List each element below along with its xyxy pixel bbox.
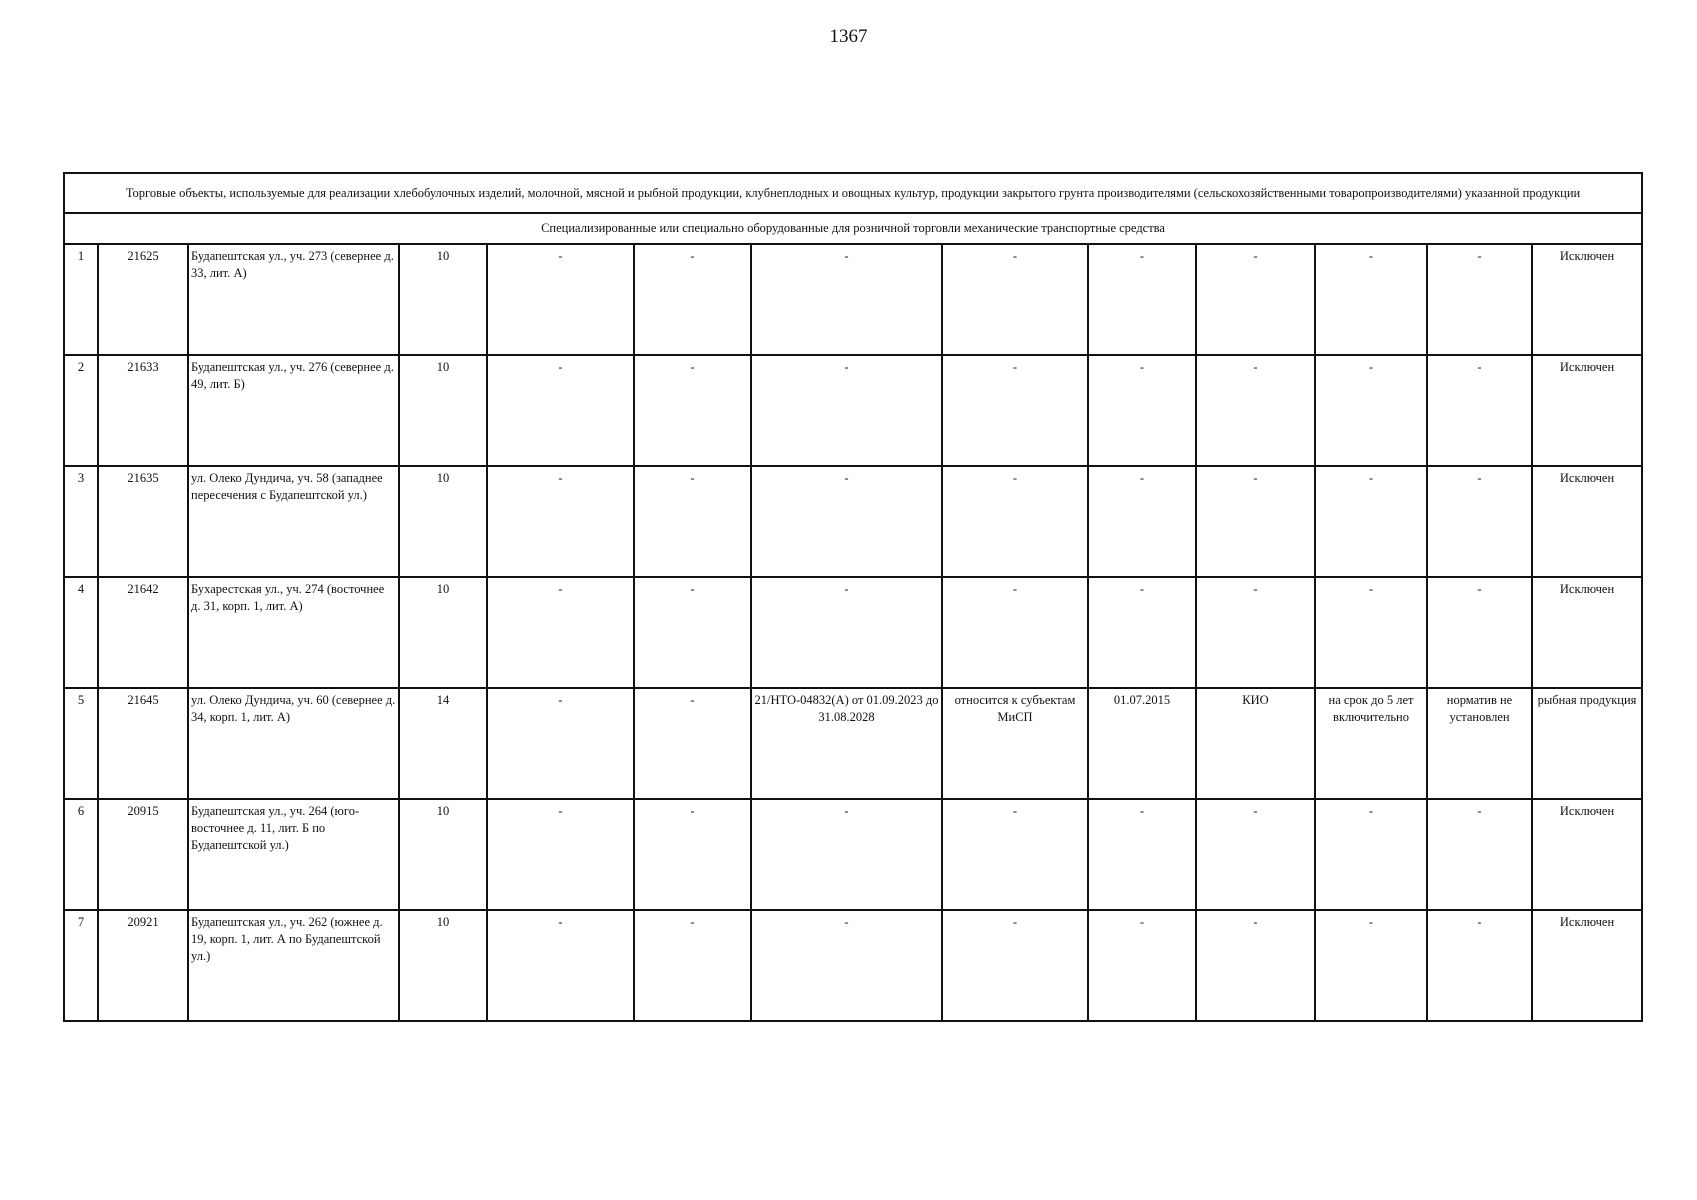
cell-number: 7 xyxy=(64,910,98,1021)
cell-specialization: рыбная продукция xyxy=(1532,688,1642,799)
cell-term: на срок до 5 лет включительно xyxy=(1315,688,1427,799)
cell-object-id: 20921 xyxy=(98,910,188,1021)
cell-number: 2 xyxy=(64,355,98,466)
cell-object-id: 21633 xyxy=(98,355,188,466)
cell-authority: - xyxy=(1196,799,1315,910)
table-row xyxy=(64,910,1642,1021)
cell-col-5: - xyxy=(487,799,634,910)
table-header-row xyxy=(64,173,1642,213)
cell-object-id: 21635 xyxy=(98,466,188,577)
cell-term: - xyxy=(1315,910,1427,1021)
cell-address: ул. Олеко Дундича, уч. 60 (севернее д. 34, корп. 1, лит. А) xyxy=(188,688,399,799)
cell-norm: - xyxy=(1427,799,1532,910)
cell-date: 01.07.2015 xyxy=(1088,688,1196,799)
cell-col-6: - xyxy=(634,244,751,355)
table-subheader-row xyxy=(64,213,1642,244)
cell-smb-status: - xyxy=(942,355,1088,466)
cell-col-5: - xyxy=(487,688,634,799)
cell-date: - xyxy=(1088,355,1196,466)
table-row xyxy=(64,355,1642,466)
cell-col-6: - xyxy=(634,466,751,577)
cell-number: 4 xyxy=(64,577,98,688)
cell-number: 5 xyxy=(64,688,98,799)
cell-specialization: Исключен xyxy=(1532,244,1642,355)
cell-term: - xyxy=(1315,244,1427,355)
cell-contract: - xyxy=(751,244,942,355)
cell-specialization: Исключен xyxy=(1532,799,1642,910)
cell-number: 6 xyxy=(64,799,98,910)
cell-address: Будапештская ул., уч. 262 (южнее д. 19, корп. 1, лит. А по Будапештской ул.) xyxy=(188,910,399,1021)
cell-number: 1 xyxy=(64,244,98,355)
cell-specialization: Исключен xyxy=(1532,355,1642,466)
cell-norm: - xyxy=(1427,577,1532,688)
cell-term: - xyxy=(1315,466,1427,577)
cell-area: 10 xyxy=(399,910,487,1021)
cell-norm: норматив не установлен xyxy=(1427,688,1532,799)
cell-term: - xyxy=(1315,577,1427,688)
cell-authority: - xyxy=(1196,577,1315,688)
table-subheader: Специализированные или специально оборудованные для розничной торговли механические транспортные средства xyxy=(64,213,1642,244)
cell-contract: - xyxy=(751,466,942,577)
cell-date: - xyxy=(1088,577,1196,688)
page-number: 1367 xyxy=(829,26,868,47)
cell-norm: - xyxy=(1427,244,1532,355)
cell-object-id: 21645 xyxy=(98,688,188,799)
cell-norm: - xyxy=(1427,466,1532,577)
cell-address: Будапештская ул., уч. 273 (севернее д. 33, лит. А) xyxy=(188,244,399,355)
cell-address: Бухарестская ул., уч. 274 (восточнее д. 31, корп. 1, лит. А) xyxy=(188,577,399,688)
cell-address: Будапештская ул., уч. 276 (севернее д. 49, лит. Б) xyxy=(188,355,399,466)
cell-smb-status: - xyxy=(942,799,1088,910)
cell-col-6: - xyxy=(634,910,751,1021)
cell-authority: - xyxy=(1196,910,1315,1021)
cell-smb-status: - xyxy=(942,910,1088,1021)
cell-smb-status: - xyxy=(942,577,1088,688)
cell-contract: - xyxy=(751,577,942,688)
cell-smb-status: относится к субъектам МиСП xyxy=(942,688,1088,799)
cell-area: 10 xyxy=(399,355,487,466)
cell-contract: - xyxy=(751,355,942,466)
cell-col-5: - xyxy=(487,466,634,577)
cell-object-id: 21642 xyxy=(98,577,188,688)
cell-contract: - xyxy=(751,910,942,1021)
cell-date: - xyxy=(1088,799,1196,910)
cell-contract: - xyxy=(751,799,942,910)
cell-authority: КИО xyxy=(1196,688,1315,799)
table-row xyxy=(64,688,1642,799)
cell-term: - xyxy=(1315,355,1427,466)
cell-authority: - xyxy=(1196,466,1315,577)
cell-specialization: Исключен xyxy=(1532,466,1642,577)
cell-col-6: - xyxy=(634,688,751,799)
cell-area: 10 xyxy=(399,244,487,355)
cell-norm: - xyxy=(1427,355,1532,466)
cell-norm: - xyxy=(1427,910,1532,1021)
cell-address: ул. Олеко Дундича, уч. 58 (западнее пересечения с Будапештской ул.) xyxy=(188,466,399,577)
table-row xyxy=(64,799,1642,910)
table-row xyxy=(64,244,1642,355)
cell-smb-status: - xyxy=(942,466,1088,577)
cell-term: - xyxy=(1315,799,1427,910)
cell-area: 14 xyxy=(399,688,487,799)
cell-date: - xyxy=(1088,910,1196,1021)
cell-authority: - xyxy=(1196,355,1315,466)
cell-col-5: - xyxy=(487,910,634,1021)
cell-date: - xyxy=(1088,244,1196,355)
cell-specialization: Исключен xyxy=(1532,910,1642,1021)
cell-object-id: 20915 xyxy=(98,799,188,910)
table-row xyxy=(64,466,1642,577)
table-header: Торговые объекты, используемые для реализации хлебобулочных изделий, молочной, мясной и рыбной продукции, клубнеплодных и овощных культур, продукции закрытого грунта производителями (сельскохозяйственными товаропроизводителями) указанной продукции xyxy=(64,173,1642,213)
cell-col-5: - xyxy=(487,355,634,466)
cell-col-6: - xyxy=(634,799,751,910)
cell-col-5: - xyxy=(487,577,634,688)
cell-specialization: Исключен xyxy=(1532,577,1642,688)
cell-area: 10 xyxy=(399,466,487,577)
registry-table xyxy=(63,172,1643,1022)
cell-area: 10 xyxy=(399,799,487,910)
cell-address: Будапештская ул., уч. 264 (юго-восточнее д. 11, лит. Б по Будапештской ул.) xyxy=(188,799,399,910)
cell-smb-status: - xyxy=(942,244,1088,355)
cell-date: - xyxy=(1088,466,1196,577)
cell-col-6: - xyxy=(634,355,751,466)
table-row xyxy=(64,577,1642,688)
registry-table-body xyxy=(64,173,1642,1021)
cell-area: 10 xyxy=(399,577,487,688)
cell-col-6: - xyxy=(634,577,751,688)
cell-authority: - xyxy=(1196,244,1315,355)
cell-col-5: - xyxy=(487,244,634,355)
cell-contract: 21/НТО-04832(А) от 01.09.2023 до 31.08.2028 xyxy=(751,688,942,799)
cell-number: 3 xyxy=(64,466,98,577)
cell-object-id: 21625 xyxy=(98,244,188,355)
